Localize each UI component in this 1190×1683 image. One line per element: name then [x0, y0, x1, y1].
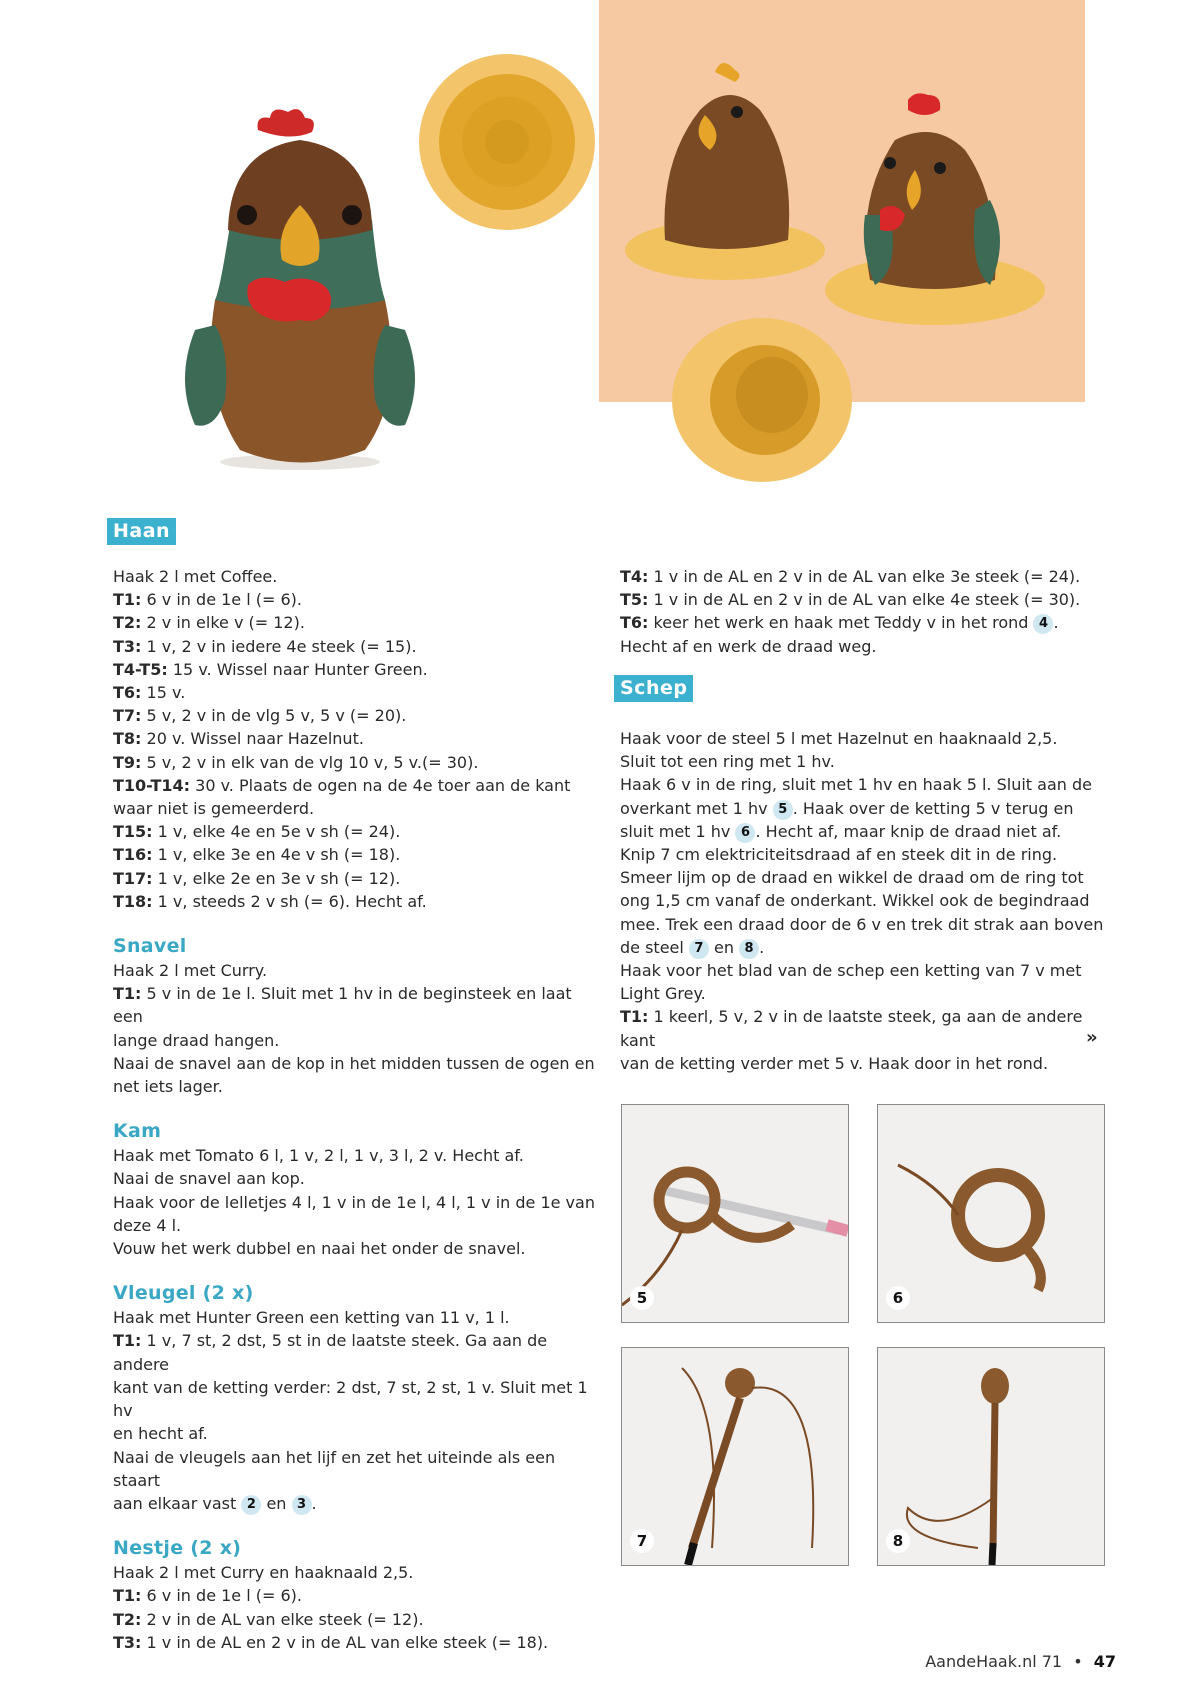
step-badge-8: 8 [739, 939, 759, 959]
instruction-line: T1: 6 v in de 1e l (= 6). [113, 1586, 302, 1606]
schep-line: T1: 1 keerl, 5 v, 2 v in de laatste steek, ga aan de andere kant [620, 1007, 1083, 1050]
step-badge-2: 2 [241, 1495, 261, 1515]
instruction-line: T18: 1 v, steeds 2 v sh (= 6). Hecht af. [113, 891, 427, 911]
step-badge-7: 7 [689, 939, 709, 959]
instruction-line: T7: 5 v, 2 v in de vlg 5 v, 5 v (= 20). [113, 706, 407, 726]
step-photo-6 [877, 1104, 1105, 1323]
step-photo-8 [877, 1347, 1105, 1566]
instruction-line: T2: 2 v in de AL van elke steek (= 12). [113, 1609, 424, 1629]
instruction-line: T2: 2 v in elke v (= 12). [113, 613, 305, 633]
instruction-line: deze 4 l. [113, 1215, 182, 1235]
instruction-line: lange draad hangen. [113, 1030, 280, 1050]
instruction-line: Haak 2 l met Curry. [113, 961, 268, 981]
step-badge-6: 6 [735, 823, 755, 843]
instruction-line: Vouw het werk dubbel en naai het onder de snavel. [113, 1239, 526, 1259]
subheading-snavel: Snavel [113, 935, 187, 958]
instruction-line: waar niet is gemeerderd. [113, 799, 315, 819]
step-photo-label: 7 [630, 1529, 654, 1553]
nestje-end-line: Hecht af en werk de draad weg. [620, 636, 877, 656]
finished-handle-image [878, 1348, 1104, 1565]
schep-line: overkant met 1 hv 5 . Haak over de ketting 5 v terug en [620, 798, 1074, 818]
section-heading-schep: Schep [614, 675, 693, 702]
instruction-line: T9: 5 v, 2 v in elk van de vlg 10 v, 5 v.(= 30). [113, 752, 479, 772]
instruction-line: T3: 1 v in de AL en 2 v in de AL van elke steek (= 18). [113, 1632, 549, 1652]
crochet-ring-closed-image [878, 1105, 1104, 1322]
haan-instructions [113, 565, 603, 913]
footer-bullet: • [1073, 1652, 1083, 1671]
rooster-amigurumi-image [185, 109, 415, 470]
rooster-in-nest-image [825, 93, 1045, 325]
step-badge-3: 3 [292, 1495, 312, 1515]
instruction-line: Haak 2 l met Curry en haaknaald 2,5. [113, 1563, 414, 1583]
vleugel-instructions [113, 1306, 603, 1492]
instruction-line: T4-T5: 15 v. Wissel naar Hunter Green. [113, 659, 428, 679]
instruction-line: kant van de ketting verder: 2 dst, 7 st, 2 st, 1 v. Sluit met 1 hv [113, 1377, 588, 1421]
nestje-instructions [113, 1561, 603, 1654]
crochet-hook-ring-image [622, 1105, 848, 1322]
crochet-photos [0, 0, 1190, 500]
nest-bowl-image [672, 318, 852, 482]
instruction-line: T17: 1 v, elke 2e en 3e v sh (= 12). [113, 868, 401, 888]
step-badge-4: 4 [1033, 614, 1053, 634]
instruction-line: Haak met Tomato 6 l, 1 v, 2 l, 1 v, 3 l, 2 v. Hecht af. [113, 1146, 524, 1166]
instruction-line: Haak 2 l met Coffee. [113, 567, 278, 586]
continue-arrow-icon: » [1086, 1027, 1098, 1048]
page-number: 47 [1093, 1652, 1116, 1671]
instruction-line: T1: 6 v in de 1e l (= 6). [113, 590, 302, 610]
instruction-line: Haak voor de lelletjes 4 l, 1 v in de 1e l, 4 l, 1 v in de 1e van [113, 1192, 595, 1212]
schep-line: Haak voor de steel 5 l met Hazelnut en haaknaald 2,5. [620, 729, 1058, 748]
schep-line: Knip 7 cm elektriciteitsdraad af en steek dit in de ring. [620, 845, 1058, 865]
schep-line: ong 1,5 cm vanaf de onderkant. Wikkel ook de begindraad [620, 891, 1090, 911]
instruction-line: net iets lager. [113, 1077, 223, 1097]
section-heading-haan: Haan [107, 518, 176, 545]
schep-line: mee. Trek een draad door de 6 v en trek dit strak aan boven [620, 914, 1104, 934]
right-column-top [620, 565, 1110, 658]
instruction-line: Naai de vleugels aan het lijf en zet het uiteinde als een staart [113, 1447, 556, 1490]
instruction-line: T8: 20 v. Wissel naar Hazelnut. [113, 729, 364, 749]
nestje-t5-line: T5: 1 v in de AL en 2 v in de AL van elke 4e steek (= 30). [620, 590, 1081, 610]
subheading-kam: Kam [113, 1120, 162, 1143]
schep-line: Haak voor het blad van de schep een ketting van 7 v met [620, 961, 1082, 981]
schep-line: Sluit tot een ring met 1 hv. [620, 752, 835, 772]
schep-line: de steel 7 en 8 . [620, 937, 765, 957]
schep-line: Smeer lijm op de draad en wikkel de draad om de ring tot [620, 868, 1084, 888]
instruction-line: Naai de snavel aan kop. [113, 1169, 305, 1189]
nestje-t6-line: T6: keer het werk en haak met Teddy v in het rond 4 . [620, 613, 1059, 633]
kam-instructions [113, 1144, 603, 1260]
schep-instructions [620, 727, 1120, 1075]
schep-line: Light Grey. [620, 984, 706, 1004]
hen-in-nest-image [625, 63, 825, 280]
schep-line: sluit met 1 hv 6 . Hecht af, maar knip de draad niet af. [620, 821, 1062, 841]
snavel-instructions [113, 959, 603, 1098]
subheading-nestje: Nestje (2 x) [113, 1537, 242, 1560]
instruction-line: T10-T14: 30 v. Plaats de ogen na de 4e toer aan de kant [113, 775, 571, 795]
step-photo-7 [621, 1347, 849, 1566]
instruction-line: T3: 1 v, 2 v in iedere 4e steek (= 15). [113, 636, 417, 656]
instruction-line: T1: 1 v, 7 st, 2 dst, 5 st in de laatste steek. Ga aan de andere [113, 1331, 548, 1374]
vleugel-last-line: aan elkaar vast 2 en 3 . [113, 1493, 317, 1513]
wire-wrapping-image [622, 1348, 848, 1565]
magazine-name: AandeHaak.nl 71 [925, 1652, 1063, 1671]
instruction-line: T15: 1 v, elke 4e en 5e v sh (= 24). [113, 822, 401, 842]
schep-line: Haak 6 v in de ring, sluit met 1 hv en haak 5 l. Sluit aan de [620, 775, 1092, 795]
step-photo-label: 6 [886, 1286, 910, 1310]
step-photo-label: 8 [886, 1529, 910, 1553]
page-footer [925, 1652, 1116, 1671]
instruction-line: Naai de snavel aan de kop in het midden tussen de ogen en [113, 1053, 595, 1073]
step-photo-5 [621, 1104, 849, 1323]
step-photo-label: 5 [630, 1286, 654, 1310]
schep-line: van de ketting verder met 5 v. Haak door in het rond. [620, 1053, 1049, 1073]
instruction-line: T6: 15 v. [113, 683, 186, 703]
left-column [113, 565, 603, 1654]
step-badge-5: 5 [773, 800, 793, 820]
instruction-line: T16: 1 v, elke 3e en 4e v sh (= 18). [113, 845, 401, 865]
nest-top-view-image [419, 54, 595, 230]
subheading-vleugel: Vleugel (2 x) [113, 1282, 254, 1305]
instruction-line: en hecht af. [113, 1424, 208, 1444]
instruction-line: Haak met Hunter Green een ketting van 11 v, 1 l. [113, 1308, 510, 1328]
instruction-line: T1: 5 v in de 1e l. Sluit met 1 hv in de beginsteek en laat een [113, 984, 572, 1027]
nestje-t4-line: T4: 1 v in de AL en 2 v in de AL van elke 3e steek (= 24). [620, 567, 1081, 586]
